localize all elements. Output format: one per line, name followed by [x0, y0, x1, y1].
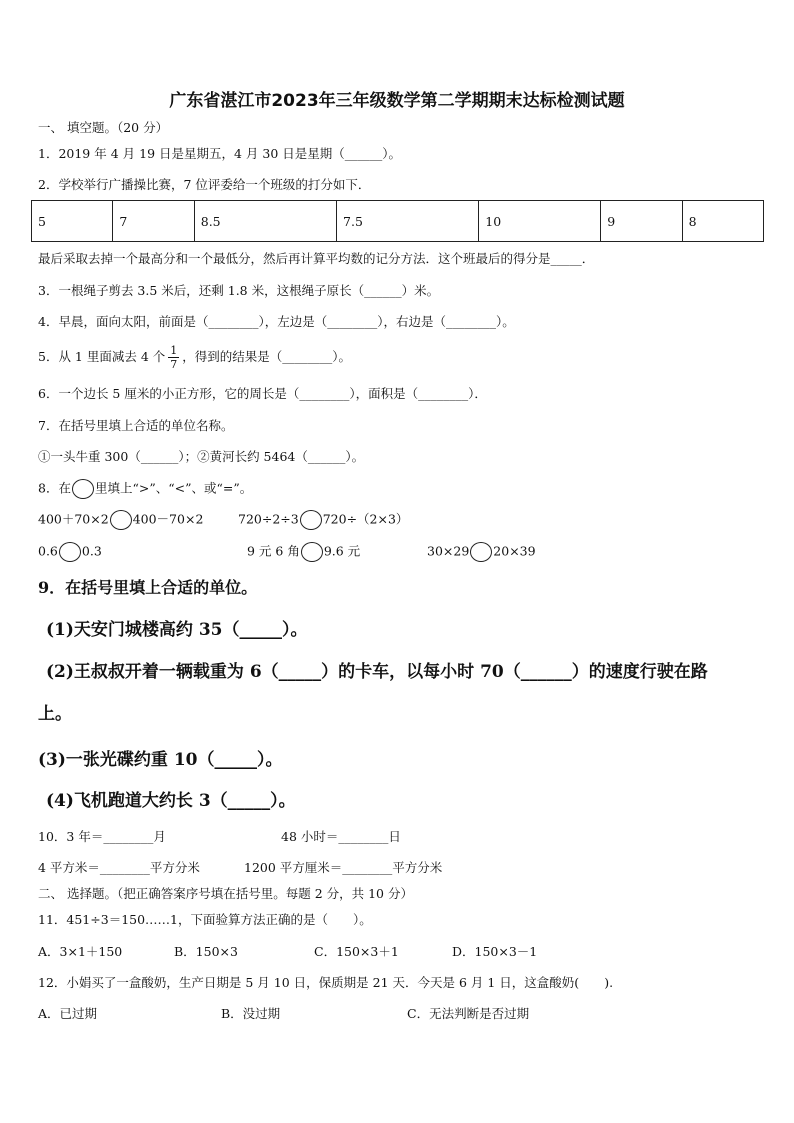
question-7-items: ①一头牛重 300（______）；②黄河长约 5464（______）。: [38, 449, 365, 464]
score-cell: 7: [113, 201, 194, 242]
fraction-one-seventh: [168, 344, 179, 371]
question-8-intro: [38, 479, 252, 499]
question-10-c: 4 平方米＝________平方分米: [38, 860, 200, 875]
question-9-2: (2)王叔叔开着一辆载重为 6（_____）的卡车，以每小时 70（______）的速度行驶在路: [46, 662, 708, 682]
question-10-d: 1200 平方厘米＝________平方分米: [244, 860, 443, 875]
question-4: 4．早晨，面向太阳，前面是（________），左边是（________），右边是（________）。: [38, 314, 515, 329]
answer-circle-icon: [301, 542, 323, 562]
question-2-intro: 2．学校举行广播操比赛，7 位评委给一个班级的打分如下．: [38, 177, 371, 192]
option-c: C．150×3＋1: [314, 944, 399, 959]
compare-left: 30×29: [427, 543, 470, 559]
question-5-post: ，得到的结果是（________）。: [182, 349, 352, 364]
question-12: 12．小娟买了一盒酸奶，生产日期是 5 月 10 日，保质期是 21 天．今天是 6 月 1 日，这盒酸奶( ).: [38, 975, 614, 990]
compare-left: 720÷2÷3: [238, 511, 299, 527]
compare-left: 9 元 6 角: [247, 543, 300, 559]
compare-item: [38, 510, 203, 530]
question-9-2-cont: 上。: [38, 704, 72, 724]
compare-item: [247, 542, 360, 562]
question-8-intro-pre: 8．在: [38, 480, 71, 496]
question-2-after: 最后采取去掉一个最高分和一个最低分，然后再计算平均数的记分方法．这个班最后的得分是_____．: [38, 251, 595, 266]
compare-left: 0.6: [38, 543, 58, 559]
question-10-b: 48 小时＝________日: [281, 829, 401, 844]
question-5: [38, 342, 351, 372]
compare-left: 400＋70×2: [38, 511, 109, 527]
question-6: 6．一个边长 5 厘米的小正方形，它的周长是（________），面积是（________）．: [38, 386, 487, 401]
compare-right: 720÷（2×3）: [322, 511, 409, 527]
fraction-numerator: 1: [170, 344, 178, 357]
option-b: B．没过期: [221, 1006, 281, 1021]
option-a: A．已过期: [38, 1006, 98, 1021]
question-9-3: (3)一张光碟约重 10（_____）。: [38, 750, 283, 770]
score-cell: 8: [682, 201, 763, 242]
compare-right: 20×39: [493, 543, 536, 559]
question-9-intro: 9．在括号里填上合适的单位。: [38, 578, 258, 597]
compare-item: [238, 510, 408, 530]
page-title: 广东省湛江市2023年三年级数学第二学期期末达标检测试题: [169, 91, 625, 111]
score-cell: 9: [601, 201, 682, 242]
score-cell: 5: [32, 201, 113, 242]
score-cell: 10: [479, 201, 601, 242]
compare-right: 0.3: [81, 543, 102, 559]
compare-item: [38, 542, 102, 562]
answer-circle-icon: [72, 479, 94, 499]
answer-circle-icon: [59, 542, 81, 562]
question-8-intro-post: 里填上“>”、“<”、或“=”。: [94, 480, 253, 496]
answer-circle-icon: [300, 510, 322, 530]
option-b: B．150×3: [174, 944, 238, 959]
answer-circle-icon: [470, 542, 492, 562]
compare-item: [427, 542, 536, 562]
fraction-denominator: 7: [170, 358, 178, 371]
score-table: [31, 200, 764, 242]
question-11: 11．451÷3＝150……1，下面验算方法正确的是（ ）。: [38, 912, 372, 927]
question-1: 1．2019 年 4 月 19 日是星期五，4 月 30 日是星期（______）。: [38, 146, 402, 161]
question-9-1: (1)天安门城楼高约 35（_____）。: [46, 620, 308, 640]
question-7-intro: 7．在括号里填上合适的单位名称。: [38, 418, 234, 433]
option-d: D．150×3－1: [452, 944, 538, 959]
option-a: A．3×1＋150: [38, 944, 123, 959]
section-1-heading: 一、 填空题。（20 分）: [38, 120, 169, 135]
compare-right: 9.6 元: [323, 543, 361, 559]
score-cell: 8.5: [194, 201, 336, 242]
option-c: C．无法判断是否过期: [407, 1006, 530, 1021]
question-5-pre: 5．从 1 里面减去 4 个: [38, 349, 166, 364]
section-2-heading: 二、 选择题。（把正确答案序号填在括号里。每题 2 分，共 10 分）: [38, 886, 413, 901]
question-10-a: 10．3 年＝________月: [38, 829, 166, 844]
answer-circle-icon: [110, 510, 132, 530]
compare-right: 400－70×2: [132, 511, 204, 527]
question-3: 3．一根绳子剪去 3.5 米后，还剩 1.8 米，这根绳子原长（______）米。: [38, 283, 440, 298]
score-cell: 7.5: [337, 201, 479, 242]
question-9-4: (4)飞机跑道大约长 3（_____）。: [46, 791, 296, 811]
